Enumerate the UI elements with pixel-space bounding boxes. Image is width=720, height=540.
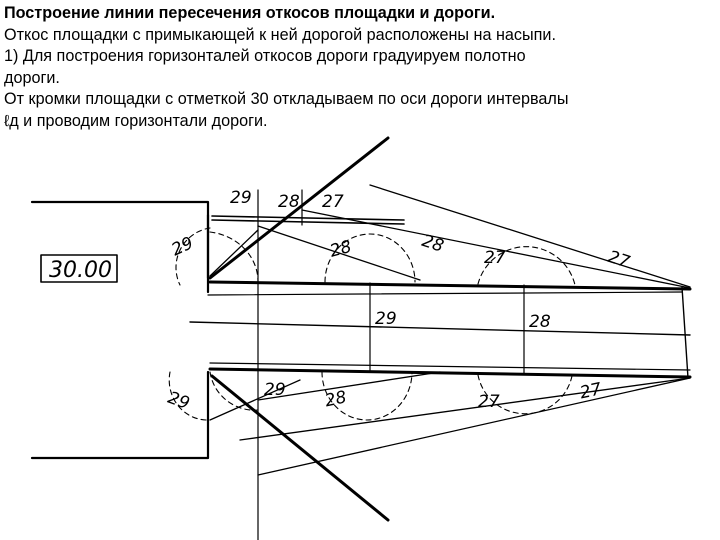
label-bottom-27b: 27 — [578, 379, 604, 404]
description-text — [4, 3, 716, 133]
label-bottom-29: 29 — [264, 380, 286, 400]
road-lines — [190, 282, 690, 378]
label-platform-top-29: 29 — [168, 233, 197, 261]
label-upper-28: 28 — [327, 236, 354, 262]
text-line-1: Откос площадки с примыкающей к ней дорогой расположены на насыпи. — [4, 25, 556, 44]
text-line-5: ℓд и проводим горизонтали дороги. — [4, 111, 268, 130]
platform-outline — [32, 202, 208, 458]
heading: Построение линии пересечения откосов площадки и дороги. — [4, 4, 496, 22]
label-upper-27b: 27 — [605, 247, 633, 273]
text-line-2: 1) Для построения горизонталей откосов дороги градуируем полотно — [4, 47, 526, 66]
text-line-3: дороги. — [4, 68, 60, 87]
text-line-4: От кромки площадки с отметкой 30 откладываем по оси дороги интервалы — [4, 90, 569, 109]
label-top-29: 29 — [230, 188, 252, 208]
label-upper-27: 27 — [484, 248, 506, 268]
label-upper-28b: 28 — [419, 231, 447, 257]
label-platform-bottom-29: 29 — [165, 387, 193, 415]
dashed-arcs — [169, 228, 575, 420]
label-axis-28: 28 — [529, 312, 551, 332]
label-bottom-27: 27 — [478, 392, 500, 412]
label-top-27: 27 — [322, 192, 344, 212]
double-line — [212, 216, 404, 224]
intersection-lines — [210, 138, 388, 520]
lower-slope-horizontals — [210, 372, 690, 475]
label-top-28: 28 — [278, 192, 300, 212]
elevation-box — [41, 255, 117, 282]
upper-slope-horizontals — [210, 185, 690, 288]
platform-elevation: 30.00 — [49, 258, 112, 283]
road-horizontals — [258, 190, 524, 540]
label-bottom-28: 28 — [323, 387, 349, 412]
label-axis-29: 29 — [375, 309, 397, 329]
